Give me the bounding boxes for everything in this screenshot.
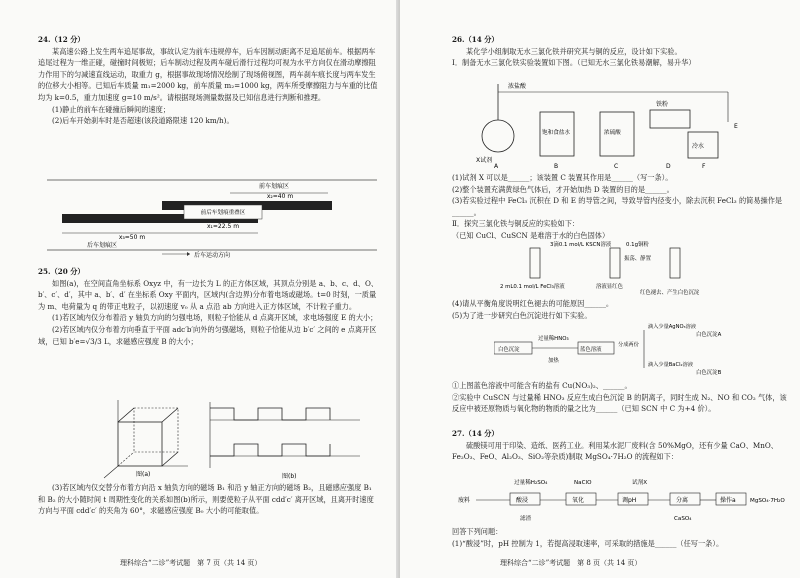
question-26-cont — [452, 172, 788, 242]
exp-fecl3-label: 2 mL0.1 mol/L FeCl₃溶液 — [500, 284, 565, 290]
q26-sub4: (4)请从平衡角度说明红色褪去的可能原因______。 — [452, 299, 614, 308]
question-27-subs — [452, 526, 788, 549]
label-e: E — [734, 123, 738, 130]
q24-head: 24.（12 分） — [38, 35, 85, 44]
q25-sub2: (2)若区域内仅分布着方向垂直于平面 adc′b′向外的匀强磁场，则粒子恰能从边 b′c′ 之间的 e 点离开区域，已知 b′e=√3/3 L，求磁感应强度 B 的大小； — [38, 324, 377, 346]
question-24 — [38, 34, 380, 127]
q26-part2: Ⅱ．探究三氯化铁与铜反应的实验如下： — [452, 219, 580, 229]
mgso4-process-figure — [456, 476, 786, 526]
exp-kscn-label: 3滴0.1 mol/L KSCN溶液 — [550, 242, 612, 248]
flow-acid-leach: 酸浸 — [516, 497, 529, 504]
flow-operation-a: 操作a — [720, 497, 736, 504]
question-27 — [452, 428, 788, 463]
waste-caso4: CaSO₄ — [674, 516, 692, 522]
label-iron-powder: 铁粉 — [656, 101, 669, 108]
exp-red-label: 溶液显红色 — [596, 284, 623, 290]
label-cold-water: 冷水 — [692, 143, 705, 150]
q24-sub2: (2)后车开始刹车时是否超速(该段道路限速 120 km/h)。 — [52, 116, 234, 126]
label-b: B — [554, 163, 559, 170]
q26-sub5-1: ①上图蓝色溶液中可能含有的盐有 Cu(NO₃)₂、______。 — [452, 381, 632, 390]
overlap-zone-label: 前后车划痕重叠区 — [200, 210, 246, 216]
exp-shake-label: 振荡、静置 — [624, 256, 651, 262]
flow-blue-solution: 蓝色溶液 — [580, 347, 602, 353]
cube-figure — [96, 396, 192, 480]
front-length-label: x₂=40 m — [266, 193, 294, 200]
q24-body: 某高速公路上发生两车追尾事故，事故认定为前车违规停车，后车因制动距离不足追尾前车。根据两车追尾过程为一维正碰，碰撞时间极短；后车制动过程及两车碰后滑行过程均可视为水平方向仅在滑动摩擦阻力作用下的匀减速直线运动，取重力 g，根据事故现场情况绘制了现场俯视图，两车刹车痕长度与两车发生的位移大小相等。已知后车质量 m₁=2000 kg，前车质量 m₂=1000 kg，两车所受摩擦阻力与车重的比值均为 k=0.5，重力加速度 g=10 m/s²。请根据现场测量数据及已知信息进行判断和推理。 — [38, 46, 378, 102]
flow-oxidize: 氧化 — [572, 497, 585, 504]
q26-sub1: (1)试剂 X 可以是______；该装置 C 装置其作用是______（写一条）。 — [452, 173, 673, 182]
flow-split: 分成两份 — [618, 342, 639, 348]
q26-sub3: (3)若实验过程中 FeCl₃ 沉积在 D 和 E 的导管之间，导致导管内径变小，除去沉积 FeCl₃ 的简易操作是______。 — [452, 196, 783, 217]
label-c: C — [614, 163, 619, 170]
label-a: A — [494, 163, 499, 170]
flow-waste: 废料 — [458, 497, 471, 504]
question-25-part3 — [38, 482, 380, 517]
precipitate-flow-figure — [494, 322, 734, 378]
label-f: F — [702, 163, 706, 170]
q24-sub1: (1)静止的前车在碰撞后瞬间的速度； — [52, 104, 170, 114]
flow-product: MgSO₄·7H₂O — [750, 498, 785, 504]
right-footer: 理科综合“二诊”考试题 第 8 页（共 14 页） — [500, 559, 642, 567]
right-page — [400, 0, 800, 578]
skid-mark-figure — [42, 176, 382, 258]
q25-sub1: (1)若区域内仅分布着沿 y 轴负方向的匀强电场，则粒子恰能从 d 点离开区域，求电场强度 E 的大小； — [52, 313, 378, 323]
q25-body: 如图(a)，在空间直角坐标系 Oxyz 中，有一边长为 L 的正方体区域，其顶点分别是 a、b、c、d、O、b′、c′、d′，其中 a、b′、d′ 在坐标系 Oxy 平面内，区域内(含边界)分布着电场或磁场。t=0 时刻，一质量为 m、电荷量为 q 的带正电粒子，以初速度 v₀ 从 a 点沿 ab 方向进入正方体区域，不计粒子重力。 — [38, 278, 379, 311]
label-brine: 饱和食盐水 — [542, 130, 570, 136]
label-d: D — [666, 163, 671, 170]
q27-head: 27.（14 分） — [452, 429, 499, 438]
reagent-x: 试剂X — [632, 480, 648, 486]
flow-separate: 分离 — [676, 497, 689, 504]
apparatus-figure — [470, 72, 760, 170]
q26-note: （已知 CuCl、CuSCN 是难溶于水的白色固体） — [452, 230, 610, 240]
figure-a-caption: 图(a) — [136, 471, 151, 478]
back-length-label: x₃=50 m — [118, 234, 146, 241]
q26-sub5-2: ②实验中 CuSCN 与过量稀 HNO₃ 反应生成白色沉淀 B 的阴离子，同时生成 N₂、NO 和 CO₂ 气体，该反应中被还原物质与氧化物的物质的量之比为______（已知 SCN 中 C 为+4 价）。 — [452, 392, 787, 414]
label-sulfuric: 浓硫酸 — [604, 130, 621, 136]
q27-sub1: (1)“酸浸”时，pH 控制为 1，若提高浸取速率，可采取的措施是______（任写一条）。 — [452, 538, 724, 548]
flow-white-ppt: 白色沉淀 — [498, 347, 520, 353]
back-zone-label: 后车划痕区 — [86, 242, 118, 249]
flow-ppt-a: 白色沉淀A — [696, 332, 722, 338]
label-conc-hcl: 浓盐酸 — [508, 83, 527, 90]
flow-ppt-b: 白色沉淀B — [696, 370, 722, 376]
exp-cu-label: 0.1g铜粉 — [626, 242, 649, 248]
left-footer: 理科综合“二诊”考试题 第 7 页（共 14 页） — [120, 559, 262, 567]
waste-residue: 滤渣 — [520, 516, 532, 522]
q26-intro: 某化学小组制取无水三氯化铁并研究其与铜的反应，设计如下实验。 — [466, 46, 682, 56]
label-x-reagent: X试剂 — [476, 157, 493, 164]
arrow-right-icon — [187, 252, 190, 256]
figure-b-caption: 图(b) — [282, 473, 297, 480]
q25-sub3: (3)若区域内仅交替分布着方向沿 x 轴负方向的磁场 B₁ 和沿 y 轴正方向的磁场 B₂，且磁感应强度 B₁ 和 B₂ 的大小随时间 t 周期性变化的关系如图(b)所示，则要使粒子从平面 cdd′c′ 离开区域，且离开时速度方向与平面 cdd′c′ 的夹角为 60°，求磁感应强度 B₀ 大小的可能取值。 — [38, 483, 374, 516]
q26-sub5: (5)为了进一步研究白色沉淀进行如下实验。 — [452, 310, 592, 320]
front-zone-label: 前车划痕区 — [258, 183, 290, 190]
cu-reaction-figure — [500, 236, 710, 296]
q26-sub2: (2)整个装置充满黄绿色气体后，才开始加热 D 装置的目的是______。 — [452, 184, 674, 194]
question-26 — [452, 34, 788, 69]
reagent-h2so4: 过量稀H₂SO₄ — [514, 480, 548, 486]
reagent-naclo: NaClO — [574, 480, 592, 486]
overlap-length-label: x₁=22.5 m — [206, 223, 240, 230]
flow-heat: 加热 — [548, 358, 559, 364]
direction-label: 后车运动方向 — [193, 252, 231, 258]
question-25 — [38, 266, 380, 347]
q27-intro: 硫酸镁可用于印染、造纸、医药工业。利用某水泥厂废料(含 50%MgO，还有少量 CaO、MnO、Fe₂O₃、FeO、Al₂O₃、SiO₂等杂质)制取 MgSO₄·7H₂O 的流程如下： — [452, 440, 778, 462]
q27-q-intro: 回答下列问题： — [452, 527, 503, 536]
q25-head: 25.（20 分） — [38, 267, 85, 276]
exp-white-label: 红色褪去、产生白色沉淀 — [640, 290, 700, 296]
field-time-graph — [200, 398, 386, 480]
flow-bacl2: 滴入少量BaCl₂溶液 — [648, 362, 694, 368]
q26-head: 26.（14 分） — [452, 35, 499, 44]
question-26-part5 — [452, 380, 788, 415]
flow-adjust-ph: 调pH — [622, 497, 637, 504]
q26-part1: Ⅰ．制备无水三氯化铁实验装置如下图。（已知无水三氯化铁易潮解，易升华） — [452, 58, 696, 68]
question-26-part45 — [452, 298, 788, 321]
flow-hno3: 过量稀HNO₃ — [538, 336, 569, 342]
flow-agno3: 滴入少量AgNO₃溶液 — [648, 324, 697, 330]
